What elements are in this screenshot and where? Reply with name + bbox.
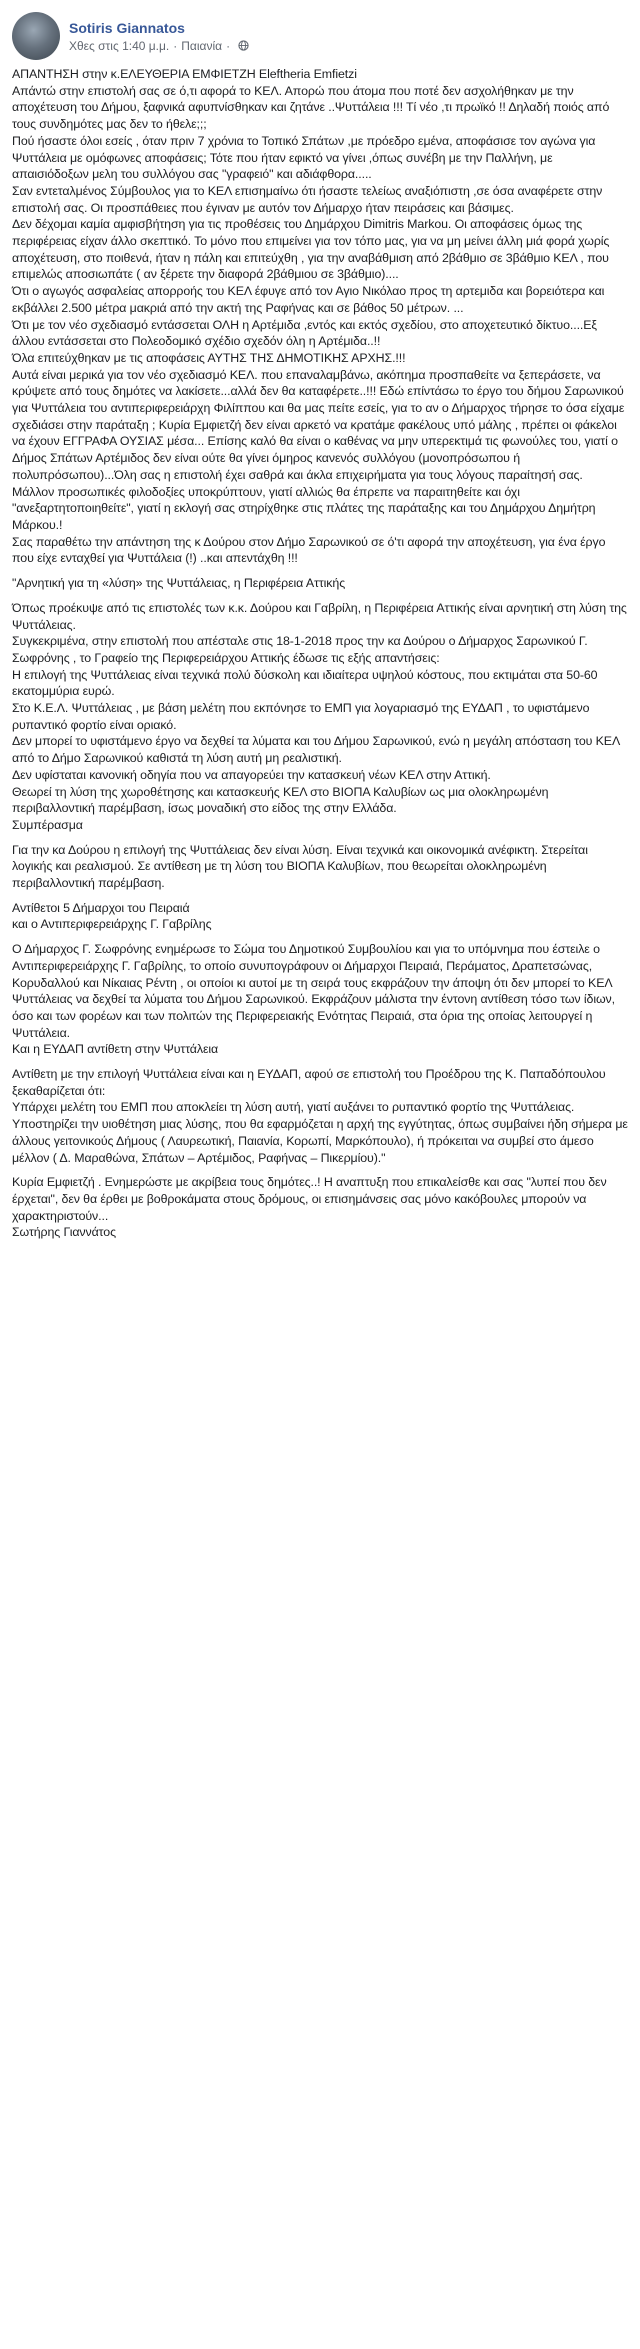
post-paragraph-3: Όπως προέκυψε από τις επιστολές των κ.κ. Δούρου και Γαβρίλη, η Περιφέρεια Αττικής είναι αρνητική στη λύση της Ψυττάλειας. Συγκεκριμένα, στην επιστολή που απέσταλε στις 18-1-2018 προς την κα Δούρου ο Δήμαρχος Σαρωνικού Γ. Σωφρόνης , το Γραφείο της Περιφερειάρχου Αττικής έδωσε τις εξής απαντήσεις: Η επιλογή της Ψυττάλειας είναι τεχνικά πολύ δύσκολη και ιδιαίτερα υψηλού κόστους, που εκτιμάται στα 50-60 εκατομμύρια ευρώ. Στο Κ.Ε.Λ. Ψυττάλειας , με βάση μελέτη που εκπόνησε το ΕΜΠ για λογαριασμό της ΕΥΔΑΠ , το υφιστάμενο ρυπαντικό φορτίο είναι οριακό. Δεν μπορεί το υφιστάμενο έργο να δεχθεί τα λύματα και του Δήμου Σαρωνικού, ενώ η μεγάλη απόσταση του ΚΕΛ από το Δήμο Σαρωνικού καθιστά τη λύση αυτή μη ρεαλιστική. Δεν υφίσταται κανονική οδηγία που να απαγορεύει την κατασκευή νέων ΚΕΛ στην Αττική. Θεωρεί τη λύση της χωροθέτησης και κατασκευής ΚΕΛ στο ΒΙΟΠΑ Καλυβίων ως μια ολοκληρωμένη περιβαλλοντική παρέμβαση, ίσως μοναδική στο είδος της στην Ελλάδα. Συμπέρασμα — [12, 600, 627, 832]
post-location[interactable]: Παιανία — [181, 38, 223, 53]
post-paragraph-8: Κυρία Εμφιετζή . Ενημερώστε με ακρίβεια τους δημότες..! Η αναπτυξη που επικαλείσθε και σας "λυπεί που δεν έρχεται", δεν θα έρθει με βοθροκάματα στους δρόμους, οι επισημάνσεις σας μόνο κακόβουλες μπορούν να χαρακτηριστούν... Σωτήρης Γιαννάτος — [12, 1175, 607, 1240]
post-paragraph-1: ΑΠΑΝΤΗΣΗ στην κ.ΕΛΕΥΘΕΡΙΑ ΕΜΦΙΕΤΖΗ Eleftheria Emfietzi Απάντώ στην επιστολή σας σε ό,τι αφορά το ΚΕΛ. Απορώ που άτομα που ποτέ δεν ασχολήθηκαν με την αποχέτευση του Δήμου, ξαφνικά αφυπνίσθηκαν και ζητάνε ..Ψυττάλεια !!! Τί νέο ,τι πρωϊκό !! Δηλαδή ποιός από τους συνδημότες μας δεν το ήθελε;;; Πού ήσαστε όλοι εσείς , όταν πριν 7 χρόνια το Τοπικό Σπάτων ,με πρόεδρο εμένα, αποφάσισε τον αγώνα για Ψυττάλεια με ομόφωνες αποφάσεις; Τότε που ήταν εφικτό να γίνει ,όπως συνέβη με την Παλλήνη, με απαισιόδοξων μελη του συλλόγου σας "γραφειό" και αδιάφθορα..... Σαν εντεταλμένος Σύμβουλος για το ΚΕΛ επισημαίνω ότι ήσαστε τελείως αναξιόπιστη ,σε όσα αναφέρετε στην επιστολή σας. Οι προσπάθειες που έγιναν με αυτόν τον Δήμαρχο ήταν πειράσεις και βάσιμες. Δεν δέχομαι καμία αμφισβήτηση για τις προθέσεις του Δημάρχου Dimitris Markou. Οι αποφάσεις όμως της περιφέρειας είχαν άλλο σκεπτικό. Το μόνο που επιμείνει για τον τόπο μας, για να μη μείνει άλλη μιά φορά χωρίς αποχέτευση, στο ποιθενά, ήταν η πάλη και επιτεύχθη , για την αναβάθμιση από 2βάθμιο σε 3βάθμιο ΚΕΛ , που επιμελώς αποσιωπάτε ( αν ξέρετε την διαφορά 2βάθμιου σε 3βάθμιο).... Ότι ο αγωγός ασφαλείας απορροής του ΚΕΛ έφυγε από τον Αγιο Νικόλαο προς τη αρτεμιδα και βορειότερα και εκβάλλει 2.500 μέτρα μακριά από την ακτή της Ραφήνας και σε βάθος 50 μέτρων. ... Ότι με τον νέο σχεδιασμό εντάσσεται ΟΛΗ η Αρτέμιδα ,εντός και εκτός σχεδίου, στο αποχετευτικό δίκτυο....Εξ άλλου εντάσσεται στο Πολεοδομικό σχέδιο σχεδόν όλη η Αρτέμιδα..!! Όλα επιτεύχθηκαν με τις αποφάσεις ΑΥΤΗΣ ΤΗΣ ΔΗΜΟΤΙΚΗΣ ΑΡΧΗΣ.!!! Αυτά είναι μερικά για τον νέο σχεδιασμό ΚΕΛ. που επαναλαμβάνω, ακόπημα προσπαθείτε να ξεπεράσετε, να κρύψετε από τους δημότες να λακίσετε...αλλά δεν θα καταφέρετε..!!! Εδώ επίντάσω το έργο του δήμου Σαρωνικού για Ψυττάλεια του αντιπεριφερειάρχη Φιλίππου και θα μας πείτε εσείς, για το αν ο Δήμαρχος τήρησε το όσα είχαμε σχεδιάσει στην παράταξη ; Κυρία Εμφιετζή δεν είναι αρκετό να κρατάμε φακέλους υπό μάλης , πρέπει οι φάκελοι να έχουν ΕΓΓΡΑΦΑ ΟΥΣΙΑΣ μέσα... Επίσης καλό θα είναι ο καθένας να μην υπερεκτιμά τις φωνούλες του, γιατί ο Δήμος Σπάτων Αρτέμιδος δεν είναι ούτε θα γίνει όμηρος κανενός συλλόγου (μονοπρόσωπου ή πολυπρόσωπου)...Όλη σας η επιστολή έχει σαθρά και άκλα επιχειρήματα για τους λόγους παραίτησή σας. Μάλλον προσωπικές φιλοδοξίες υποκρύπτουν, γιατί αλλιώς θα έπρεπε να παραιτηθείτε και όχι "ανεξαρτητοποιηθείτε", γιατί η εκλογή σας στηρίχθηκε στις πλάτες της παράταξης και του Δημάρχου Δημήτρη Μάρκου.! Σας παραθέτω την απάντηση της κ Δούρου στον Δήμο Σαρωνικού σε ό'τι αφορά την αποχέτευση, για ένα έργο που είχε ενταχθεί για Ψυττάλεια (!) ..και απεντάχθη !!! — [12, 67, 625, 566]
author-avatar[interactable] — [12, 12, 60, 60]
post-paragraph-6: Ο Δήμαρχος Γ. Σωφρόνης ενημέρωσε το Σώμα του Δημοτικού Συμβουλίου και για το υπόμνημα που έστειλε ο Αντιπεριφερειάρχης Γ. Γαβρίλης, το οποίο συνυπογράφουν οι Δήμαρχοι Πειραιά, Περάματος, Δραπετσώνας, Κορυδαλλού και Νίκαιας Ρέντη , οι οποίοι κι αυτοί με τη σειρά τους εκφράζουν την άποψη ότι δεν μπορεί το ΚΕΛ Ψυττάλειας να δεχθεί τα λύματα του Δήμου Σαρωνικού. Εκφράζουν μάλιστα την έντονη αντίθεση τόσο των ίδιων, όσο και των φορέων και των πολιτών της Περιφερειακής Ενότητας Πειραιά, στα όρια της οποίας λειτουργεί η Ψυττάλεια. Και η ΕΥΔΑΠ αντίθετη στην Ψυττάλεια — [12, 942, 615, 1057]
post-paragraph-4: Για την κα Δούρου η επιλογή της Ψυττάλειας δεν είναι λύση. Είναι τεχνικά και οικονομικά ανέφικτη. Στερείται λογικής και ρεαλισμού. Σε αντίθεση με τη λύση του ΒΙΟΠΑ Καλυβίων, που θεωρείται ολοκληρωμένη περιβαλλοντική παρέμβαση. — [12, 842, 588, 891]
meta-separator-2: · — [226, 38, 231, 53]
post-meta — [69, 20, 249, 53]
author-name[interactable]: Sotiris Giannatos — [69, 19, 185, 36]
post-header — [12, 6, 628, 66]
post-paragraph-2: "Αρνητική για τη «λύση» της Ψυττάλειας, η Περιφέρεια Αττικής — [12, 576, 346, 591]
post-paragraph-5: Αντίθετοι 5 Δήμαρχοι του Πειραιά και ο Αντιπεριφερειάρχης Γ. Γαβρίλης — [12, 900, 212, 932]
meta-separator: · — [173, 38, 178, 53]
post-body — [12, 66, 628, 1241]
post-subline — [69, 39, 249, 53]
globe-icon — [238, 40, 249, 51]
post-paragraph-7: Αντίθετη με την επιλογή Ψυττάλεια είναι και η ΕΥΔΑΠ, αφού σε επιστολή του Προέδρου της Κ. Παπαδόπουλου ξεκαθαρίζεται ότι: Υπάρχει μελέτη του ΕΜΠ που αποκλείει τη λύση αυτή, γιατί αυξάνει το ρυπαντικό φορτίο της Ψυττάλειας. Υποστηρίζει την υιοθέτηση μιας λύσης, που θα εφαρμόζεται η αρχή της εγγύτητας, όπως συμβαίνει ήδη σήμερα με άλλους γειτονικούς Δήμους ( Λαυρεωτική, Παιανία, Κορωπί, Μαρκόπουλο), ή πρόκειται να συμβεί στο άμεσο μέλλον ( Δ. Μαραθώνα, Σπάτων – Αρτέμιδος, Ραφήνας – Πικερμίου)." — [12, 1067, 628, 1165]
post-timestamp[interactable]: Χθες στις 1:40 μ.μ. — [69, 38, 170, 53]
